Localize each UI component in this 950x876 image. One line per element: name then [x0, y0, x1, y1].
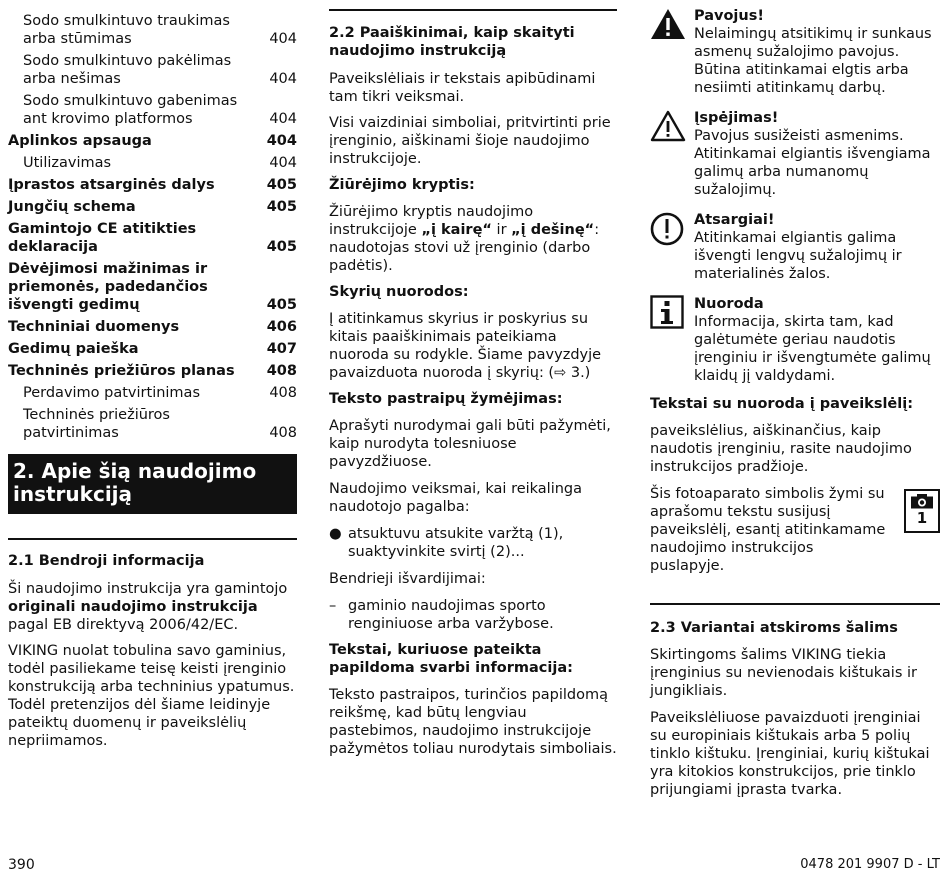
toc-title: Įprastos atsarginės dalys [8, 177, 215, 193]
toc-entry[interactable] [8, 198, 297, 216]
toc-entry[interactable] [8, 154, 297, 172]
section-heading-2-3: 2.3 Variantai atskiroms šalims [650, 620, 898, 636]
paragraph: Šis fotoaparato simbolis žymi su aprašomu tekstu susijusį paveikslėlį, esantį atitinkamame naudojimo instrukcijos puslapyje. [650, 486, 886, 574]
column-middle [329, 0, 617, 758]
symbol-caution [650, 211, 940, 283]
toc-entry[interactable] [8, 132, 297, 150]
emphasis-text: originali naudojimo instrukcija [8, 599, 258, 615]
document-code: 0478 201 9907 D - LT [800, 857, 940, 872]
section-divider [650, 603, 940, 605]
section-divider [329, 9, 617, 11]
toc-entry[interactable] [8, 362, 297, 380]
toc-page: 404 [269, 155, 297, 171]
warning-triangle-icon [650, 109, 688, 148]
symbol-title: Atsargiai! [694, 212, 775, 228]
toc-entry[interactable] [8, 260, 297, 314]
toc-page: 406 [266, 319, 297, 335]
paragraph [8, 580, 297, 634]
subheading: Tekstai su nuoroda į paveikslėlį: [650, 396, 913, 412]
toc-title: Perdavimo patvirtinimas [23, 385, 201, 401]
camera-reference [650, 485, 940, 575]
paragraph: Teksto pastraipos, turinčios papildomą reikšmę, kad būtų lengviau pastebimos, naudojimo instrukcijoje pažymėtos toliau nurodytais simboliais. [329, 687, 617, 757]
column-left [8, 0, 297, 750]
text: Ši naudojimo instrukcija yra gamintojo [8, 581, 288, 597]
toc-page: 405 [266, 199, 297, 215]
paragraph: Naudojimo veiksmai, kai reikalinga naudotojo pagalba: [329, 481, 583, 515]
camera-number: 1 [916, 509, 928, 527]
symbol-info [650, 295, 940, 385]
toc-title: Gamintojo CE atitikties deklaracija [8, 221, 197, 255]
toc-title: Sodo smulkintuvo gabenimas ant krovimo platformos [23, 93, 238, 127]
toc-title: Techninės priežiūros patvirtinimas [23, 407, 170, 441]
subheading: Teksto pastraipų žymėjimas: [329, 391, 563, 407]
symbol-title: Pavojus! [694, 8, 764, 24]
toc-entry[interactable] [8, 318, 297, 336]
toc-title: Sodo smulkintuvo traukimas arba stūmimas [23, 13, 230, 47]
toc-title: Jungčių schema [8, 199, 136, 215]
toc-title: Gedimų paieška [8, 341, 139, 357]
symbol-text: Pavojus susižeisti asmenims. Atitinkamai elgiantis išvengiama galimų arba numanomų sužalojimų. [694, 128, 931, 198]
text: ir [496, 222, 507, 238]
toc-entry[interactable] [8, 52, 297, 88]
text: : naudotojas stovi už įrenginio (darbo padėtis). [329, 222, 600, 274]
bullet-text: atsuktuvu atsukite varžtą (1), suaktyvinkite svirtį (2)... [348, 526, 564, 560]
toc-entry[interactable] [8, 406, 297, 442]
toc-page: 408 [266, 363, 297, 379]
symbol-title: Nuoroda [694, 296, 764, 312]
toc-page: 404 [269, 111, 297, 127]
symbol-title: Įspėjimas! [694, 110, 779, 126]
toc-entry[interactable] [8, 340, 297, 358]
toc-page: 404 [269, 31, 297, 47]
dash-icon: – [329, 598, 337, 614]
toc-title: Sodo smulkintuvo pakėlimas arba nešimas [23, 53, 232, 87]
subheading: Skyrių nuorodos: [329, 284, 469, 300]
toc-title: Aplinkos apsauga [8, 133, 152, 149]
paragraph: Bendrieji išvardijimai: [329, 571, 486, 587]
danger-triangle-icon [650, 7, 688, 46]
symbol-text: Informacija, skirta tam, kad galėtumėte geriau naudotis įrenginiu ir išvengtumėte galimų klaidų jį valdydami. [694, 314, 931, 384]
paragraph: Paveikslėliuose pavaizduoti įrenginiai su europiniais kištukais arba 5 polių tinklo kištuku. Įrenginiai, kurių kištukai yra kitokios konstrukcijos, prie tinklo prijungiami įprasta tvarka. [650, 710, 930, 798]
symbol-text: Atitinkamai elgiantis galima išvengti lengvų sužalojimų ir materialinės žalos. [694, 230, 902, 282]
paragraph: Visi vaizdiniai simboliai, pritvirtinti prie įrenginio, aiškinami šioje naudojimo instrukcijoje. [329, 115, 611, 167]
column-right [650, 0, 940, 799]
table-of-contents [8, 0, 297, 442]
toc-page: 408 [269, 385, 297, 401]
caution-circle-icon [650, 211, 688, 252]
toc-page: 405 [266, 239, 297, 255]
symbol-text: Nelaimingų atsitikimų ir sunkaus asmenų sužalojimo pavojus. Būtina atitinkamai elgtis arba nesiimti atitinkamų darbų. [694, 26, 932, 96]
toc-page: 404 [266, 133, 297, 149]
toc-entry[interactable] [8, 384, 297, 402]
paragraph: Paveikslėliais ir tekstais apibūdinami tam tikri veiksmai. [329, 71, 596, 105]
section-heading-2-1: 2.1 Bendroji informacija [8, 553, 205, 569]
toc-title: Dėvėjimosi mažinimas ir priemonės, padedančios išvengti gedimų [8, 261, 208, 313]
section-divider [8, 538, 297, 540]
toc-title: Utilizavimas [23, 155, 112, 171]
toc-entry[interactable] [8, 12, 297, 48]
chapter-title: 2. Apie šią naudojimo instrukciją [8, 454, 297, 514]
symbol-warning [650, 109, 940, 199]
toc-page: 404 [269, 71, 297, 87]
symbol-danger [650, 7, 940, 97]
bullet-item [329, 525, 617, 561]
toc-page: 408 [269, 425, 297, 441]
dash-text: gaminio naudojimas sporto renginiuose arba varžybose. [348, 598, 554, 632]
toc-page: 405 [266, 177, 297, 193]
toc-entry[interactable] [8, 220, 297, 256]
paragraph: Aprašyti nurodymai gali būti pažymėti, kaip nurodyta tolesniuose pavyzdžiuose. [329, 418, 611, 470]
paragraph: Į atitinkamus skyrius ir poskyrius su kitais paaiškinimais pateikiama nuoroda su rodykle. Šiame pavyzdyje pavaizduota nuoroda į skyrių: (⇨ 3.) [329, 311, 602, 381]
page-number: 390 [8, 857, 35, 873]
emphasis-text: „į kairę“ [421, 222, 492, 238]
toc-entry[interactable] [8, 92, 297, 128]
text: pagal EB direktyvą 2006/42/EC. [8, 617, 239, 633]
bullet-icon: ● [329, 526, 342, 542]
section-heading-2-2: 2.2 Paaiškinimai, kaip skaityti naudojimo instrukciją [329, 25, 575, 59]
camera-icon [904, 489, 940, 533]
toc-page: 405 [266, 297, 297, 313]
paragraph [329, 203, 617, 275]
text: Žiūrėjimo kryptis naudojimo instrukcijoje [329, 204, 534, 238]
info-icon [650, 295, 688, 334]
toc-title: Techninės priežiūros planas [8, 363, 235, 379]
subheading: Tekstai, kuriuose pateikta papildoma svarbi informacija: [329, 642, 573, 676]
toc-title: Techniniai duomenys [8, 319, 180, 335]
dash-item [329, 597, 617, 633]
toc-page: 407 [266, 341, 297, 357]
emphasis-text: „į dešinę“ [511, 222, 595, 238]
subheading: Žiūrėjimo kryptis: [329, 177, 475, 193]
paragraph: Skirtingoms šalims VIKING tiekia įrenginius su nevienodais kištukais ir jungikliais. [650, 647, 917, 699]
paragraph: VIKING nuolat tobulina savo gaminius, todėl pasiliekame teisę keisti įrenginio konstrukciją arba techninius ypatumus. Todėl pretenzijos dėl šiame leidinyje pateiktų duomenų ir paveikslėlių nepriimamos. [8, 643, 295, 749]
paragraph: paveikslėlius, aiškinančius, kaip naudotis įrenginiu, rasite naudojimo instrukcijos pradžioje. [650, 423, 912, 475]
toc-entry[interactable] [8, 176, 297, 194]
